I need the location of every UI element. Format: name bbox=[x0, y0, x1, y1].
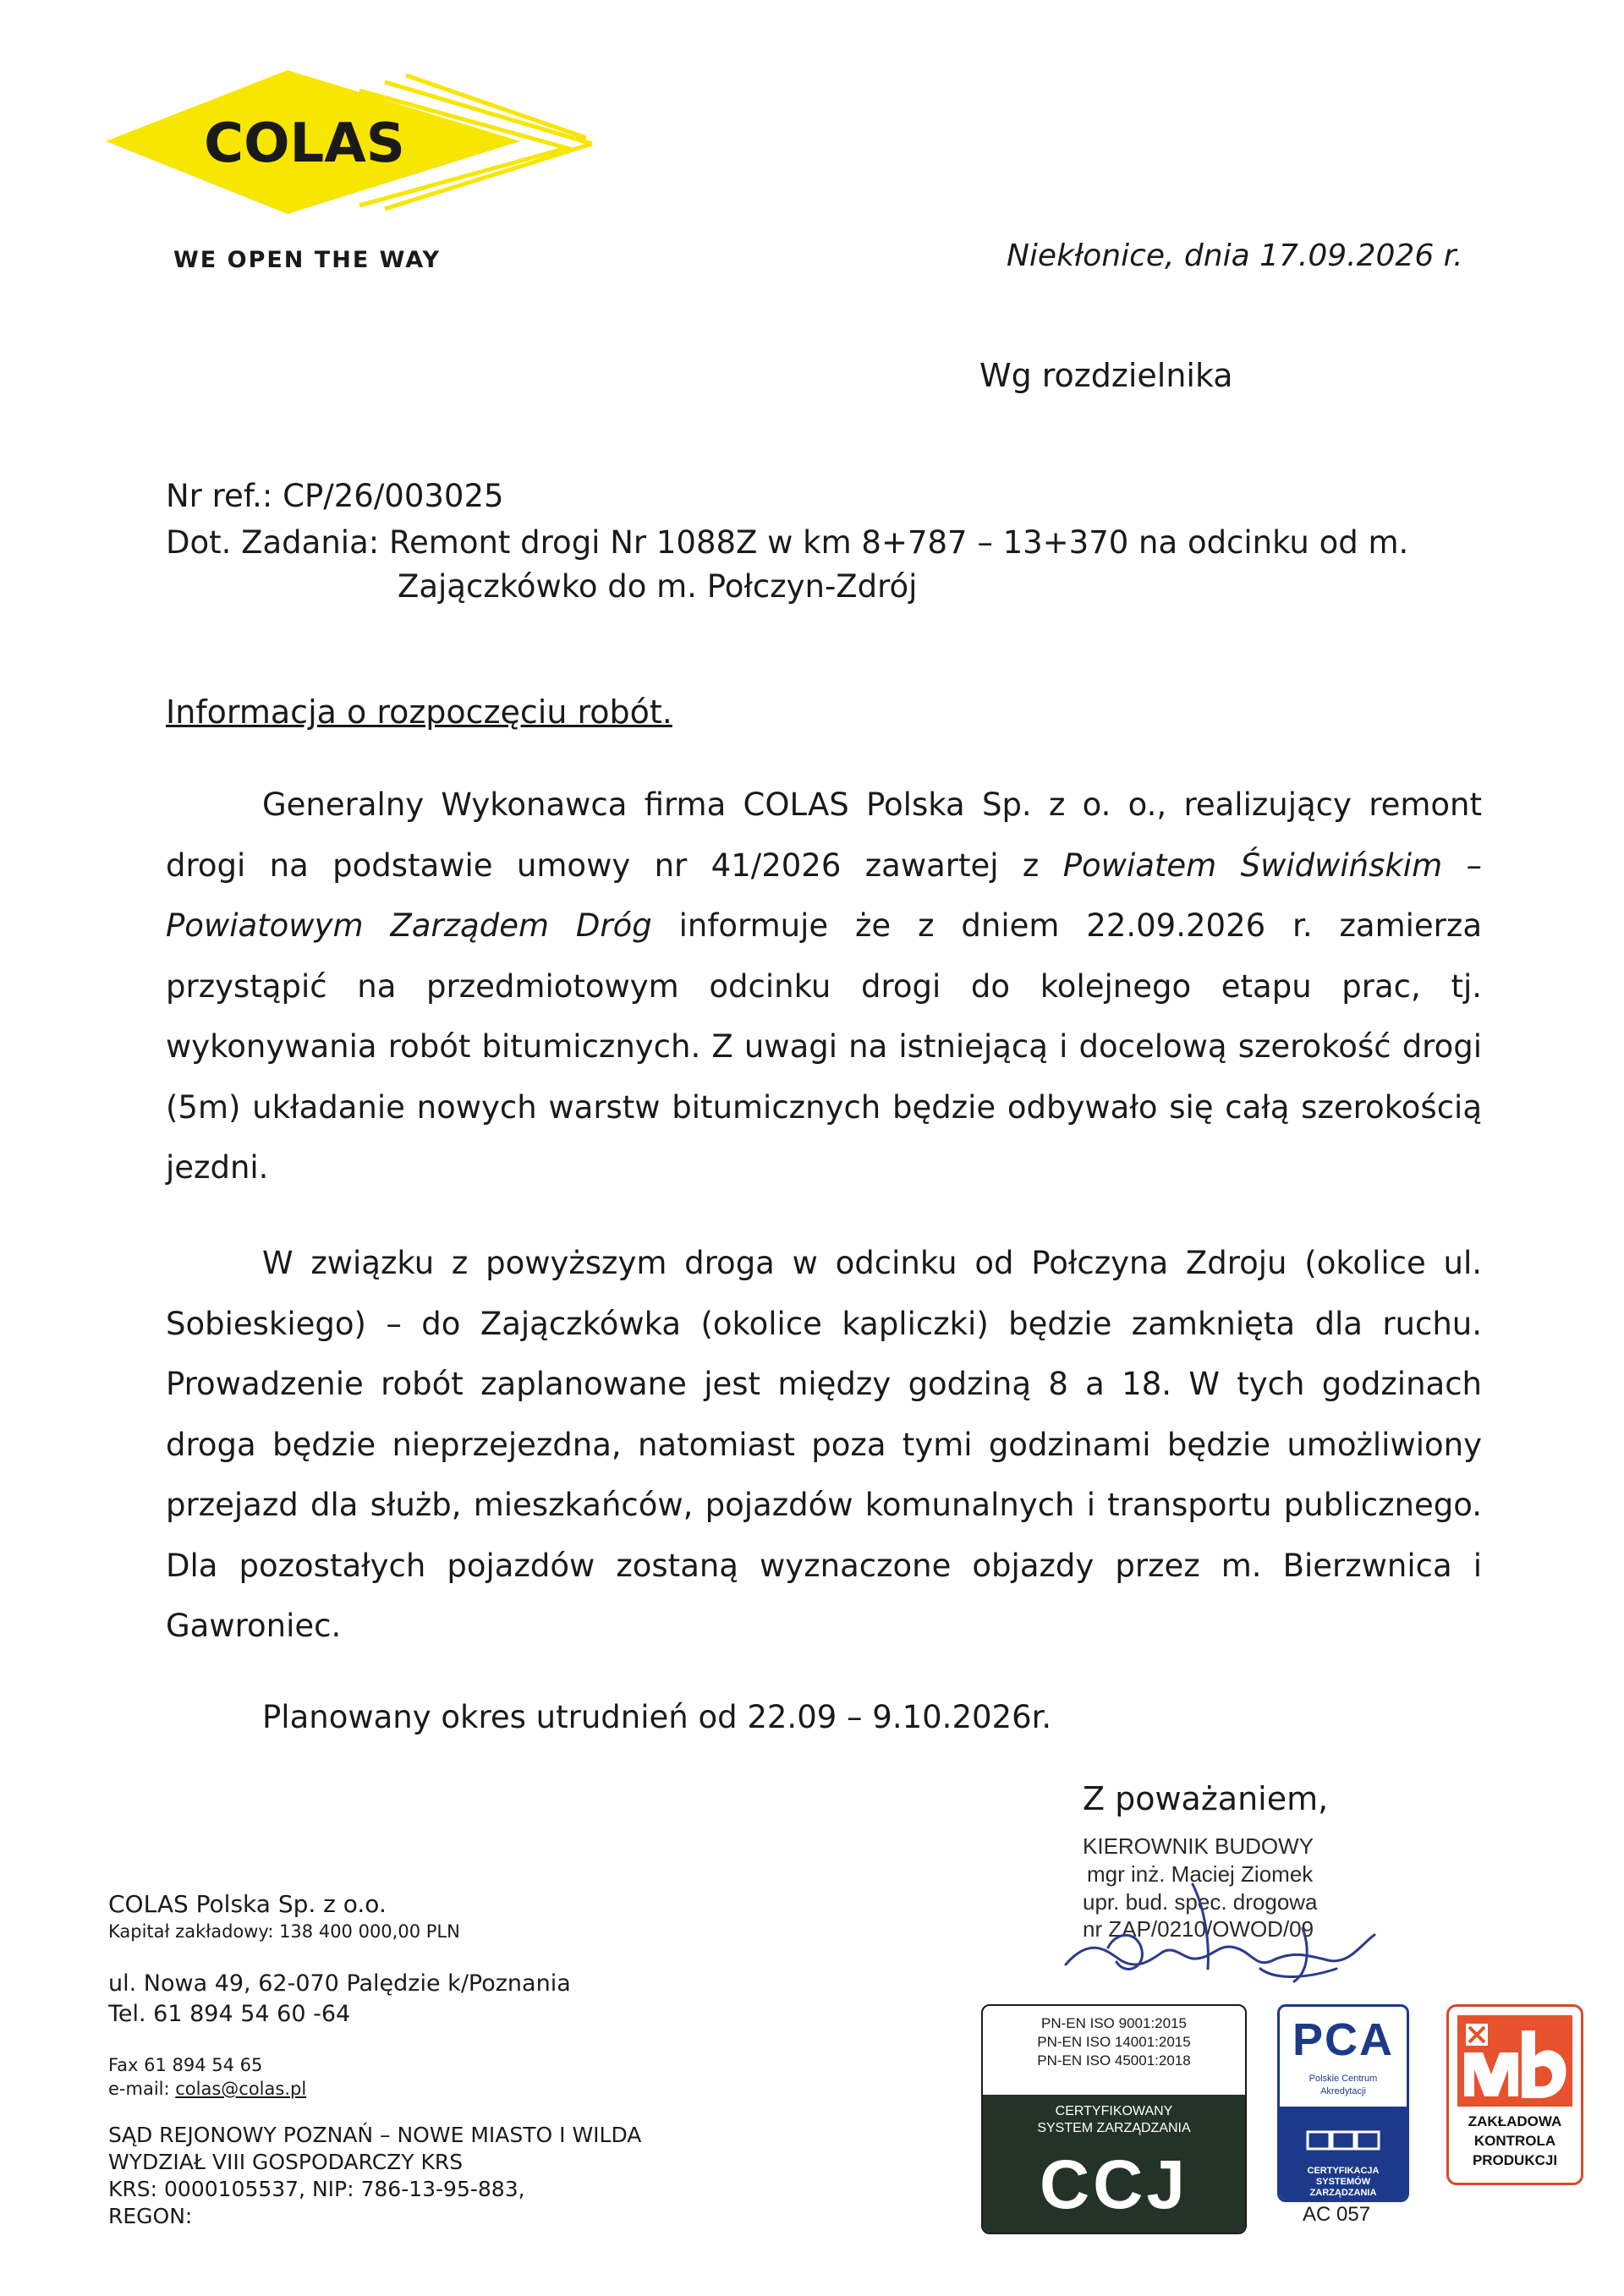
footer-address: ul. Nowa 49, 62-070 Palędzie k/Poznania bbox=[108, 1970, 571, 1997]
pca-subtitle bbox=[1280, 2073, 1407, 2098]
signature-stamp bbox=[1057, 1833, 1429, 1999]
zkp-line-1: ZAKŁADOWA bbox=[1468, 2113, 1562, 2129]
footer-court-1: SĄD REJONOWY POZNAŃ – NOWE MIASTO I WILDA bbox=[108, 2123, 642, 2147]
zkp-line-3: PRODUKCJI bbox=[1472, 2152, 1558, 2168]
ccj-cert-line-2: SYSTEM ZARZĄDZANIA bbox=[1037, 2121, 1191, 2135]
place-date: Niekłonice, dnia 17.09.2026 r. bbox=[1007, 238, 1463, 273]
logo-text: COLAS bbox=[204, 112, 405, 175]
subject-line-1: Dot. Zadania: Remont drogi Nr 1088Z w km 8+787 – 13+370 na odcinku od m. bbox=[166, 524, 1409, 561]
zkp-logo bbox=[1457, 2015, 1572, 2107]
footer-court-2: WYDZIAŁ VIII GOSPODARCZY KRS bbox=[108, 2150, 464, 2174]
ccj-cert-text bbox=[983, 2103, 1245, 2137]
p3-text: Planowany okres utrudnień od 22.09 – 9.10.2026r. bbox=[262, 1699, 1052, 1735]
ccj-dark-panel bbox=[983, 2095, 1245, 2233]
p1-text-c: informuje że z dniem 22.09.2026 r. zamierza przystąpić na przedmiotowym odcinku drogi do kolejnego etapu prac, tj. wykonywania robót bitumicznych. Z uwagi na istniejącą i docelową szerokość drogi (5m) układanie nowych warstw bitumicznych będzie odbywało się całą szerokością jezdni. bbox=[166, 907, 1482, 1186]
footer-email bbox=[108, 2079, 306, 2099]
paragraph-3 bbox=[166, 1687, 1482, 1748]
ccj-certification-badge bbox=[981, 2004, 1247, 2234]
p1-text-a: Generalny Wykonawca firma COLAS Polska Sp. z o. o., realizujący remont drogi na podstawie umowy nr 41/2026 zawartej z bbox=[166, 786, 1482, 884]
footer-company-name: COLAS Polska Sp. z o.o. bbox=[108, 1890, 387, 1918]
footer-tel: Tel. 61 894 54 60 -64 bbox=[108, 2001, 351, 2027]
ccj-standard-2: PN-EN ISO 14001:2015 bbox=[1037, 2034, 1191, 2050]
colas-logo bbox=[106, 63, 592, 237]
closing: Z poważaniem, bbox=[1083, 1780, 1329, 1817]
footer-email-link[interactable]: colas@colas.pl bbox=[175, 2079, 307, 2099]
ccj-standard-3: PN-EN ISO 45001:2018 bbox=[1037, 2052, 1191, 2069]
document-title: Informacja o rozpoczęciu robót. bbox=[166, 693, 672, 731]
footer-email-label: e-mail: bbox=[108, 2079, 176, 2099]
pca-chain-icon bbox=[1305, 2125, 1381, 2156]
p1-text-b: Powiatem Świdwińskim – Powiatowym Zarządem Dróg bbox=[166, 847, 1483, 944]
pca-band-text bbox=[1280, 2166, 1407, 2199]
subject-line-2: Zajączkówko do m. Połczyn-Zdrój bbox=[398, 568, 918, 605]
pca-band bbox=[1280, 2107, 1407, 2200]
footer-krs: KRS: 0000105537, NIP: 786-13-95-883, bbox=[108, 2177, 525, 2201]
stamp-line-3: upr. bud. spec. drogowa bbox=[1083, 1889, 1318, 1915]
p2-text: W związku z powyższym droga w odcinku od Połczyna Zdroju (okolice ul. Sobieskiego) – do Zajączkówka (okolice kapliczki) będzie zamknięta dla ruchu. Prowadzenie robót zaplanowane jest między godziną 8 a 18. W tych godzinach droga będzie nieprzejezdna, natomiast poza tymi godzinami będzie umożliwiony przejazd dla służb, mieszkańców, pojazdów komunalnych i transportu publicznego. Dla pozostałych pojazdów zostaną wyznaczone objazdy przez m. Bierzwnica i Gawroniec. bbox=[166, 1245, 1482, 1644]
handwritten-signature bbox=[1057, 1833, 1429, 1999]
stamp-line-4: nr ZAP/0210/OWOD/09 bbox=[1083, 1916, 1314, 1942]
zkp-line-2: KONTROLA bbox=[1473, 2133, 1556, 2149]
zkp-badge bbox=[1446, 2004, 1583, 2185]
zkp-mb-icon bbox=[1457, 2015, 1572, 2107]
ccj-standard-1: PN-EN ISO 9001:2015 bbox=[1041, 2015, 1187, 2031]
pca-subtitle-2: Akredytacji bbox=[1320, 2086, 1366, 2096]
zkp-text bbox=[1449, 2112, 1581, 2170]
paragraph-2 bbox=[166, 1233, 1482, 1657]
pca-accreditation-badge bbox=[1277, 2004, 1409, 2202]
recipient: Wg rozdzielnika bbox=[979, 357, 1233, 394]
paragraph-1 bbox=[166, 775, 1482, 1198]
footer-fax: Fax 61 894 54 65 bbox=[108, 2055, 263, 2075]
pca-subtitle-1: Polskie Centrum bbox=[1309, 2074, 1378, 2084]
tagline: WE OPEN THE WAY bbox=[173, 247, 442, 273]
pca-band-line-2: SYSTEMÓW bbox=[1315, 2177, 1371, 2187]
reference-number: Nr ref.: CP/26/003025 bbox=[166, 478, 504, 514]
footer-regon: REGON: bbox=[108, 2204, 193, 2228]
stamp-line-2: mgr inż. Maciej Ziomek bbox=[1087, 1861, 1314, 1887]
footer-capital: Kapitał zakładowy: 138 400 000,00 PLN bbox=[108, 1921, 460, 1942]
ccj-logo-text: CCJ bbox=[1039, 2146, 1189, 2223]
ccj-standards bbox=[983, 2014, 1245, 2070]
pca-ac-number: AC 057 bbox=[1303, 2203, 1371, 2226]
pca-band-line-1: CERTYFIKACJA bbox=[1307, 2166, 1380, 2176]
ccj-cert-line-1: CERTYFIKOWANY bbox=[1055, 2104, 1173, 2118]
pca-logo-text: PCA bbox=[1292, 2014, 1394, 2065]
stamp-line-1: KIEROWNIK BUDOWY bbox=[1083, 1833, 1314, 1859]
pca-band-line-3: ZARZĄDZANIA bbox=[1309, 2188, 1377, 2198]
